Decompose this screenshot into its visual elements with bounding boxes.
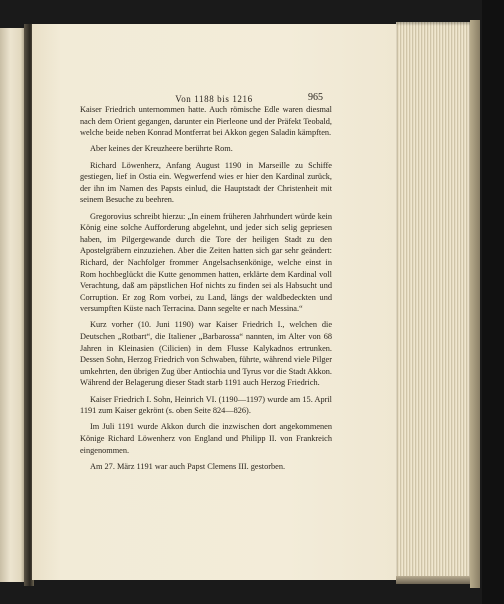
- paragraph: Am 27. März 1191 war auch Papst Clemens III. gestorben.: [90, 461, 286, 471]
- paragraph: Im Juli 1191 wurde Akkon durch die inzwischen dort angekommenen Könige Richard Löwenherz von England und Philipp II. von Frankreich eingenommen.: [80, 422, 332, 455]
- scan-border: [482, 0, 504, 604]
- paragraph: Kaiser Friedrich I. Sohn, Heinrich VI. (1190—1197) wurde am 15. April 1191 zum Kaiser gekrönt (s. oben Seite 824—826).: [80, 394, 332, 416]
- page-number: 965: [308, 92, 323, 103]
- page-edges-stack: [396, 22, 470, 578]
- previous-page-edge: [0, 28, 26, 582]
- running-head: Von 1188 bis 1216: [175, 94, 253, 104]
- body-text: [80, 104, 332, 477]
- paragraph: Kurz vorher (10. Juni 1190) war Kaiser Friedrich I., welchen die Deutschen „Rotbart“, die Italiener „Barbarossa“ nannten, im Alter von 68 Jahren in Kleinasien (Cilicien) in dem Flusse Kalykadnos ertrunken. Dessen Sohn, Herzog Friedrich von Schwaben, führte, während viele Pilger umkehrten, den übrigen Zug über Antiochia und Tyrus vor die Stadt Akkon. Während der Belagerung dieser Stadt starb 1191 auch Herzog Friedrich.: [80, 320, 332, 388]
- paragraph: Aber keines der Kreuzheere berührte Rom.: [90, 144, 233, 154]
- page-edges-bottom: [396, 576, 476, 584]
- paragraph: Kaiser Friedrich unternommen hatte. Auch römische Edle waren diesmal nach dem Orient gegangen, darunter ein Pierleone und der Präfekt Teobald, welche beide neben Konrad Montferrat bei Akkon gegen Saladin kämpften.: [80, 105, 332, 138]
- paragraph: Richard Löwenherz, Anfang August 1190 in Marseille zu Schiffe gestiegen, lief in Ostia ein. Wegwerfend wies er hier den Kardinal zurück, der ihn im Namen des Papsts einlud, die Hauptstadt der Christenheit mit seinem Besuche zu beehren.: [80, 160, 332, 205]
- book-cover-edge: [470, 20, 480, 588]
- paragraph: Gregorovius schreibt hierzu: „In einem früheren Jahrhundert würde kein König eine solche Aufforderung abgelehnt, und jeder sich selig gepriesen haben, im Pilgergewande durch die Tore der heiligen Stadt zu den Apostelgräbern einzuziehen. Aber die Zeiten hatten sich gar sehr geändert: Richard, der Nachfolger frommer Angelsachsenkönige, welche einst in Rom hochbeglückt die Kutte genommen hatten, erklärte dem Kardinal voll Verachtung, daß am päpstlichen Hof nichts zu finden sei als Habsucht und Corruption. Er zog Rom vorbei, zu Land, längs der waldbedeckten und versumpften Küste nach Terracina. Dann segelte er nach Messina.“: [80, 211, 332, 314]
